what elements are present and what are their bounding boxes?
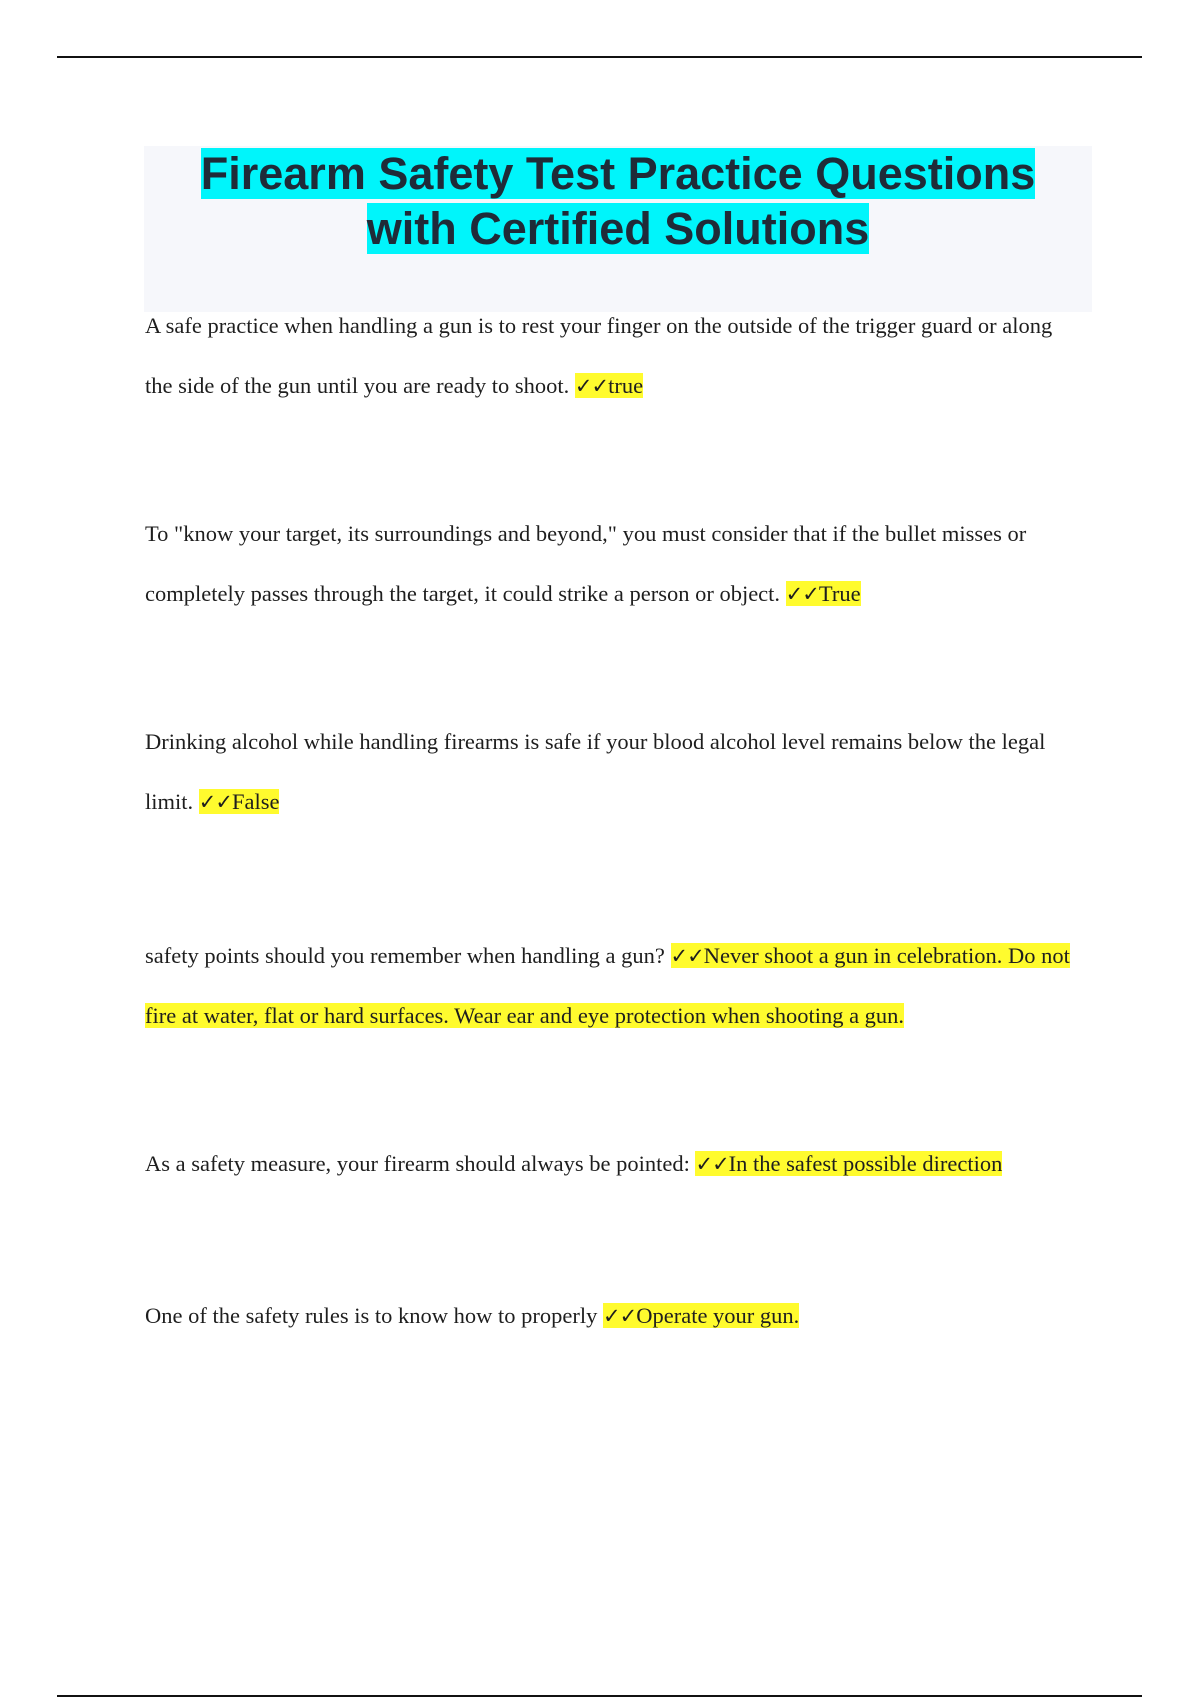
check-icon: ✓✓ [695, 1152, 729, 1176]
answer-highlight [199, 789, 280, 814]
document-title [144, 146, 1092, 256]
answer-highlight [603, 1303, 799, 1328]
qa-item-5 [145, 1134, 1075, 1194]
bottom-rule [57, 1695, 1142, 1697]
question-text: A safe practice when handling a gun is to rest your finger on the outside of the trigger guard or along the side of the gun until you are ready to shoot. [145, 313, 1053, 398]
question-text: One of the safety rules is to know how to properly [145, 1303, 604, 1328]
answer-highlight [575, 373, 643, 398]
qa-item-3 [145, 712, 1075, 832]
answer-text: In the safest possible direction [728, 1151, 1003, 1176]
qa-item-6 [145, 1286, 1075, 1346]
title-line-2: with Certified Solutions [366, 203, 870, 254]
answer-text: True [818, 581, 861, 606]
qa-item-2 [145, 504, 1075, 624]
check-icon: ✓✓ [198, 790, 232, 814]
question-text: safety points should you remember when handling a gun? [145, 943, 671, 968]
title-line-1: Firearm Safety Test Practice Questions [200, 148, 1036, 199]
answer-highlight [786, 581, 861, 606]
qa-item-4 [145, 926, 1075, 1046]
answer-text: Never shoot a gun in celebration. Do not fire at water, flat or hard surfaces. Wear ear and eye protection when shooting a gun. [145, 943, 1070, 1028]
top-rule [57, 56, 1142, 58]
check-icon: ✓✓ [574, 374, 609, 398]
question-text: As a safety measure, your firearm should always be pointed: [145, 1151, 696, 1176]
answer-text: true [608, 373, 644, 398]
question-text: Drinking alcohol while handling firearms is safe if your blood alcohol level remains below the legal limit. [145, 729, 1046, 814]
check-icon: ✓✓ [785, 582, 819, 606]
check-icon: ✓✓ [670, 944, 704, 968]
question-text: To "know your target, its surroundings and beyond," you must consider that if the bullet misses or completely passes through the target, it could strike a person or object. [145, 521, 1027, 606]
qa-item-1 [145, 296, 1075, 416]
check-icon: ✓✓ [603, 1304, 637, 1328]
answer-highlight [695, 1151, 1002, 1176]
answer-text: False [231, 789, 280, 814]
answer-text: Operate your gun. [636, 1303, 800, 1328]
